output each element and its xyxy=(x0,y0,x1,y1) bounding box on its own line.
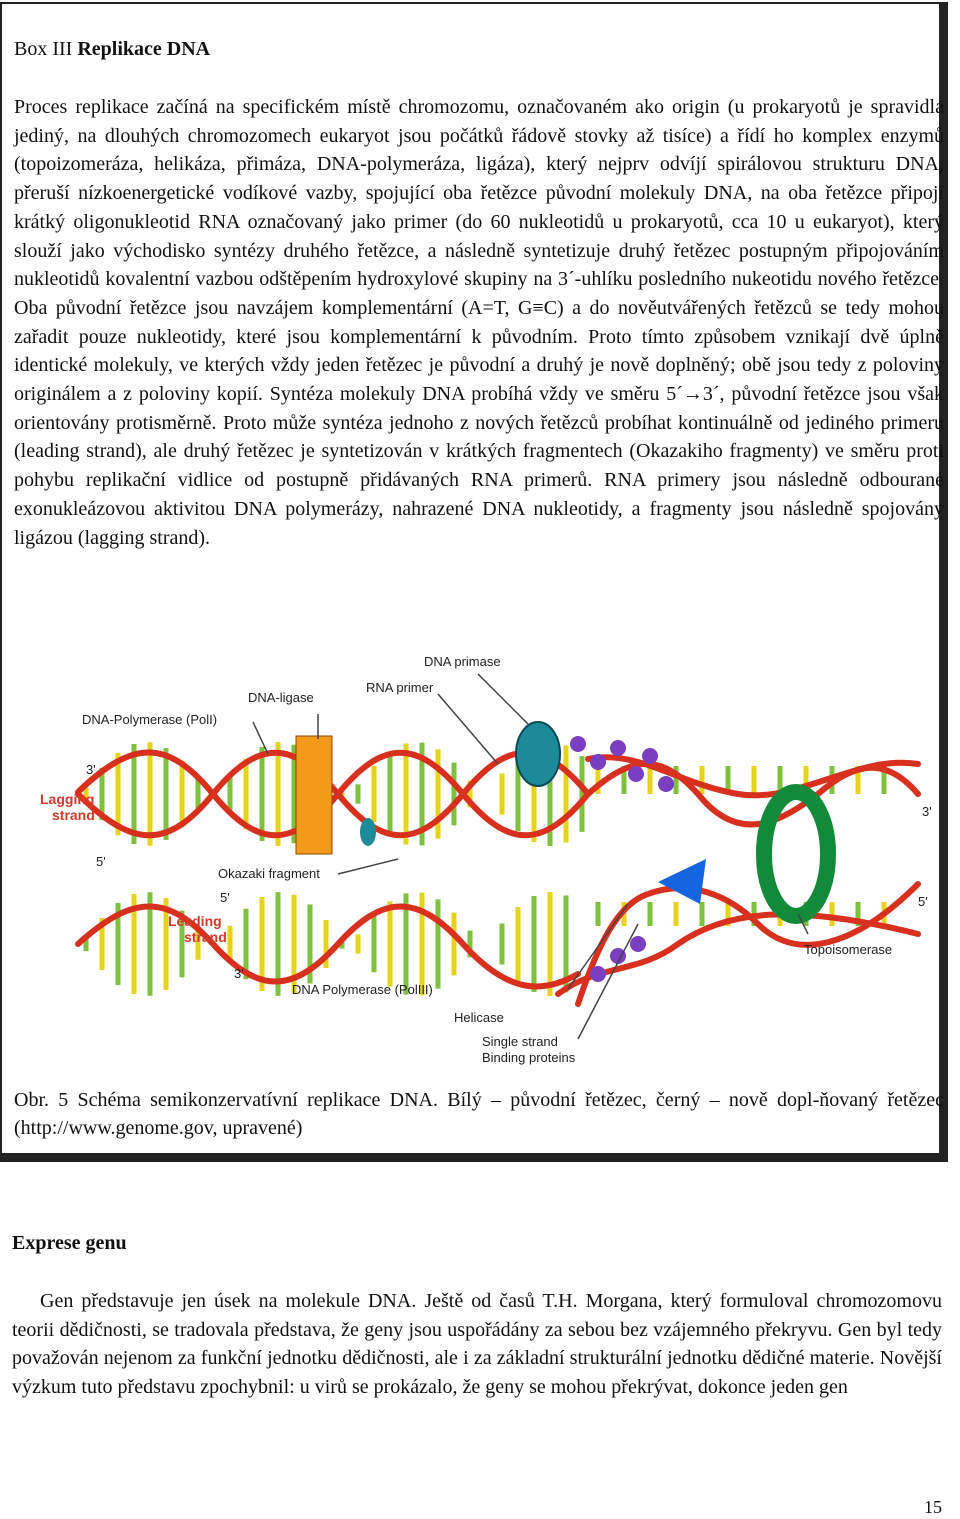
polymerase-marker-icon xyxy=(360,818,376,846)
ssb-protein-icon xyxy=(590,754,606,770)
label-ssb-1: Single strand xyxy=(482,1034,558,1049)
box-paragraph: Proces replikace začíná na specifickém místě chromozomu, označovaném ako origin (u prokaryotů je spravidla jediný, na dlouhých chromozomech eukaryot jsou počátků řádově stovky až tisíce) a řídí ho komplex enzymů (topoizomeráza, helikáza, přimáza, DNA-polymeráza, ligáza), který nejprv odvíjí spirálovou strukturu DNA, přeruší nízkoenergetické vodíkové vazby, spojující oba řetězce původní molekuly DNA, na oba řetězce připojí krátký oligonukleotid RNA označovaný jako primer (do 60 nukleotidů u prokaryotů, cca 10 u eukaryot), který slouží jako východisko syntézy druhého řetězce, a následně syntetizuje druhý řetězec postupným připojováním nukleotidů kovalentní vazbou odštěpením hydroxylové skupiny na 3´-uhlíku posledního nukeotidu nového řetězce. Oba původní řetězce jsou navzájem komplementární (A=T, G≡C) a do nověutvářených řetězců se tedy mohou zařadit pouze nukleotidy, které jsou komplementární k původním. Proto tímto způsobem vznikají dvě úplně identické molekuly, ve kterých vždy jeden řetězec je původní a druhý je nově doplněný; obě jsou tedy z poloviny originálem a z poloviny kopií. Syntéza molekuly DNA probíhá vždy ve směru 5´→3´, původní řetězce jsou však orientovány protisměrně. Proto může syntéza jednoho z nových řetězců probíhat kontinuálně od jediného primeru (leading strand), ale druhý řetězec je syntetizován v krátkých fragmentech (Okazakiho fragmenty) ve směru proti pohybu replikační vidlice od postupně přidávaných RNA primerů. RNA primery jsou následně odbourané exonukleázovou aktivitou DNA polymerázy, nahrazené DNA nukleotidy, a fragmenty jsou následně spojovány ligázou (lagging strand). xyxy=(14,96,944,549)
label-end-5-left: 5' xyxy=(96,854,106,869)
leader-line xyxy=(438,694,498,764)
label-end-3-leading: 3' xyxy=(234,966,244,981)
label-leading-strand-2: strand xyxy=(184,929,227,945)
label-dna-polymerase-3: DNA Polymerase (PolIII) xyxy=(292,982,433,997)
info-box xyxy=(0,2,948,1162)
section-paragraph: Gen představuje jen úsek na molekule DNA. Ještě od časů T.H. Morgana, který formuloval chromozomovu teorii dědičnosti, se tradovala představa, že geny jsou uspořádány za sebou bez vzájemného překryvu. Gen byl tedy považován nejenom za funkční jednotku dědičnosti, ale i za základní strukturální jednotku dědičné materie. Novější výzkum tuto představu zpochybnil: u virů se prokázalo, že geny se mohou překrývat, dokonce jeden gen xyxy=(12,1290,942,1399)
box-heading: Replikace DNA xyxy=(77,38,211,60)
leader-line xyxy=(338,859,398,874)
figure-caption: Obr. 5 Schéma semikonzervatívní replikace DNA. Bílý – původní řetězec, černý – nově dopl-ňovaný řetězec (http://www.genome.gov, upravené) xyxy=(14,1089,944,1139)
backbone-left-bottom xyxy=(78,753,588,836)
label-topoisomerase: Topoisomerase xyxy=(804,942,893,957)
ssb-protein-icon xyxy=(590,966,606,982)
box-label: Box III xyxy=(14,38,73,60)
label-okazaki: Okazaki fragment xyxy=(218,866,320,881)
ssb-protein-icon xyxy=(630,936,646,952)
dna-primase-icon xyxy=(516,722,560,786)
helicase-icon xyxy=(658,859,706,904)
ssb-protein-icon xyxy=(628,766,644,782)
ssb-protein-icon xyxy=(610,740,626,756)
label-end-3-right: 3' xyxy=(922,804,932,819)
leader-line xyxy=(478,674,528,724)
label-dna-primase: DNA primase xyxy=(424,654,501,669)
label-end-3-top-left: 3' xyxy=(86,762,96,777)
label-dna-ligase: DNA-ligase xyxy=(248,690,314,705)
ssb-protein-icon xyxy=(570,736,586,752)
page-number: 15 xyxy=(924,1497,942,1517)
label-lagging-strand-2: strand xyxy=(52,807,95,823)
dna-replication-figure xyxy=(38,644,943,1074)
dna-ligase-block xyxy=(296,736,332,854)
label-dna-polymerase-1: DNA-Polymerase (PolI) xyxy=(82,712,218,727)
box-title xyxy=(14,37,210,61)
label-lagging-strand-1: Lagging xyxy=(40,791,95,807)
ssb-protein-icon xyxy=(642,748,658,764)
label-helicase: Helicase xyxy=(454,1010,504,1025)
label-end-5-right: 5' xyxy=(918,894,928,909)
section-heading: Exprese genu xyxy=(12,1232,127,1254)
label-ssb-2: Binding proteins xyxy=(482,1050,576,1065)
label-end-5-leading: 5' xyxy=(220,890,230,905)
label-leading-strand-1: Leading xyxy=(168,913,222,929)
label-rna-primer: RNA primer xyxy=(366,680,434,695)
backbone-left-top xyxy=(78,752,588,835)
ssb-protein-icon xyxy=(658,776,674,792)
